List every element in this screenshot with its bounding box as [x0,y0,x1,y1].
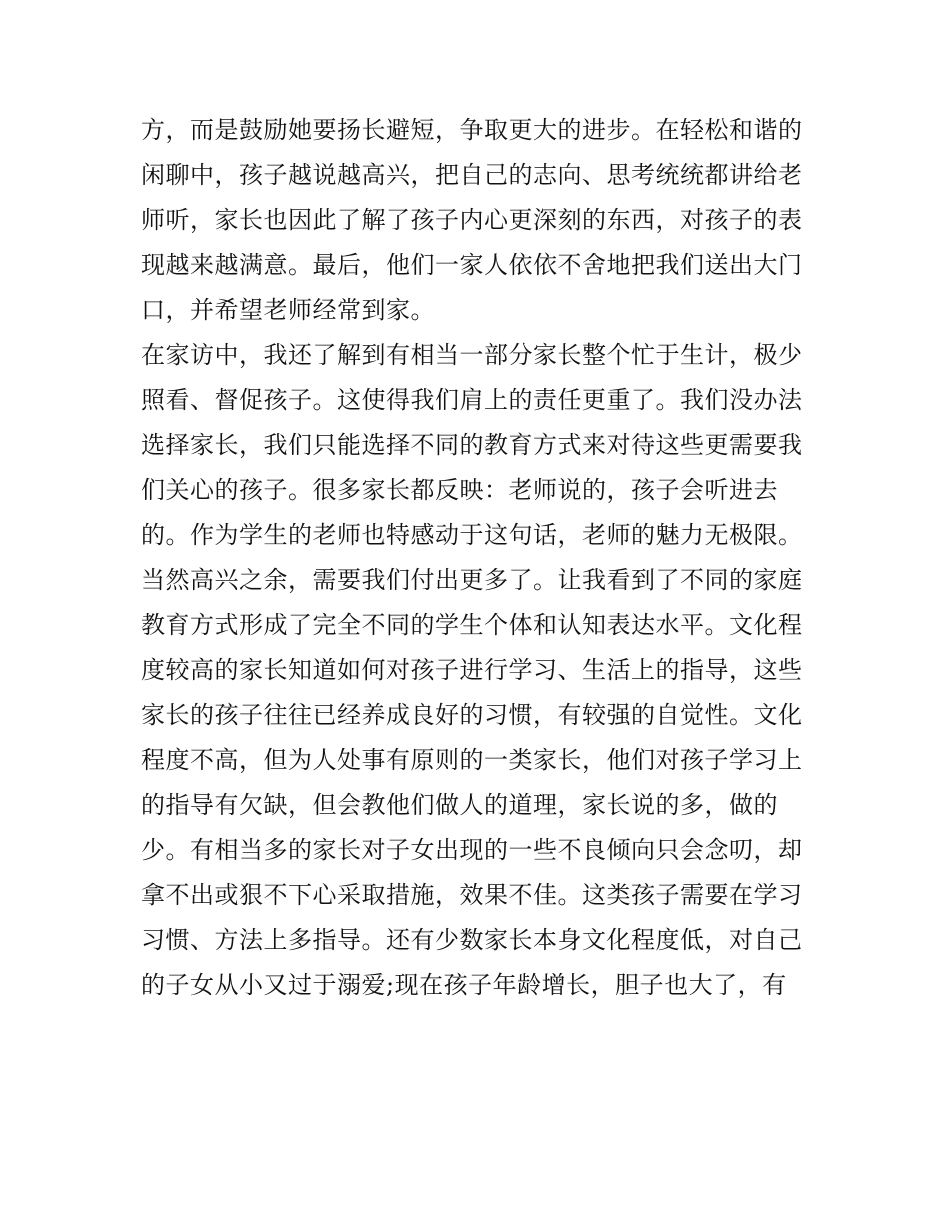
text-line-18: 拿不出或狠不下心采取措施，效果不佳。这类孩子需要在学习 [141,881,803,909]
text-line-15: 程度不高，但为人处事有原则的一类家长，他们对孩子学习上 [141,746,803,774]
text-line-2: 闲聊中，孩子越说越高兴，把自己的志向、思考统统都讲给老 [141,161,803,189]
text-line-14: 家长的孩子往往已经养成良好的习惯，有较强的自觉性。文化 [141,701,803,729]
text-line-11: 当然高兴之余，需要我们付出更多了。让我看到了不同的家庭 [141,566,803,594]
text-line-13: 度较高的家长知道如何对孩子进行学习、生活上的指导，这些 [141,656,803,684]
text-line-8: 选择家长，我们只能选择不同的教育方式来对待这些更需要我 [141,431,803,459]
text-line-10: 的。作为学生的老师也特感动于这句话，老师的魅力无极限。 [141,521,803,549]
text-line-16: 的指导有欠缺，但会教他们做人的道理，家长说的多，做的 [141,791,778,819]
text-line-12: 教育方式形成了完全不同的学生个体和认知表达水平。文化程 [141,611,803,639]
text-line-4: 现越来越满意。最后，他们一家人依依不舍地把我们送出大门 [141,251,803,279]
text-line-20: 的子女从小又过于溺爱;现在孩子年龄增长，胆子也大了，有 [141,971,787,999]
text-line-3: 师听，家长也因此了解了孩子内心更深刻的东西，对孩子的表 [141,206,803,234]
text-line-6: 在家访中，我还了解到有相当一部分家长整个忙于生计，极少 [141,341,803,369]
text-line-19: 习惯、方法上多指导。还有少数家长本身文化程度低，对自己 [141,926,803,954]
text-line-7: 照看、督促孩子。这使得我们肩上的责任更重了。我们没办法 [141,386,803,414]
text-line-1: 方，而是鼓励她要扬长避短，争取更大的进步。在轻松和谐的 [141,116,803,144]
text-line-9: 们关心的孩子。很多家长都反映：老师说的，孩子会听进去 [141,476,778,504]
body-text [141,108,821,1008]
text-line-5: 口，并希望老师经常到家。 [141,296,435,324]
text-line-17: 少。有相当多的家长对子女出现的一些不良倾向只会念叨，却 [141,836,803,864]
